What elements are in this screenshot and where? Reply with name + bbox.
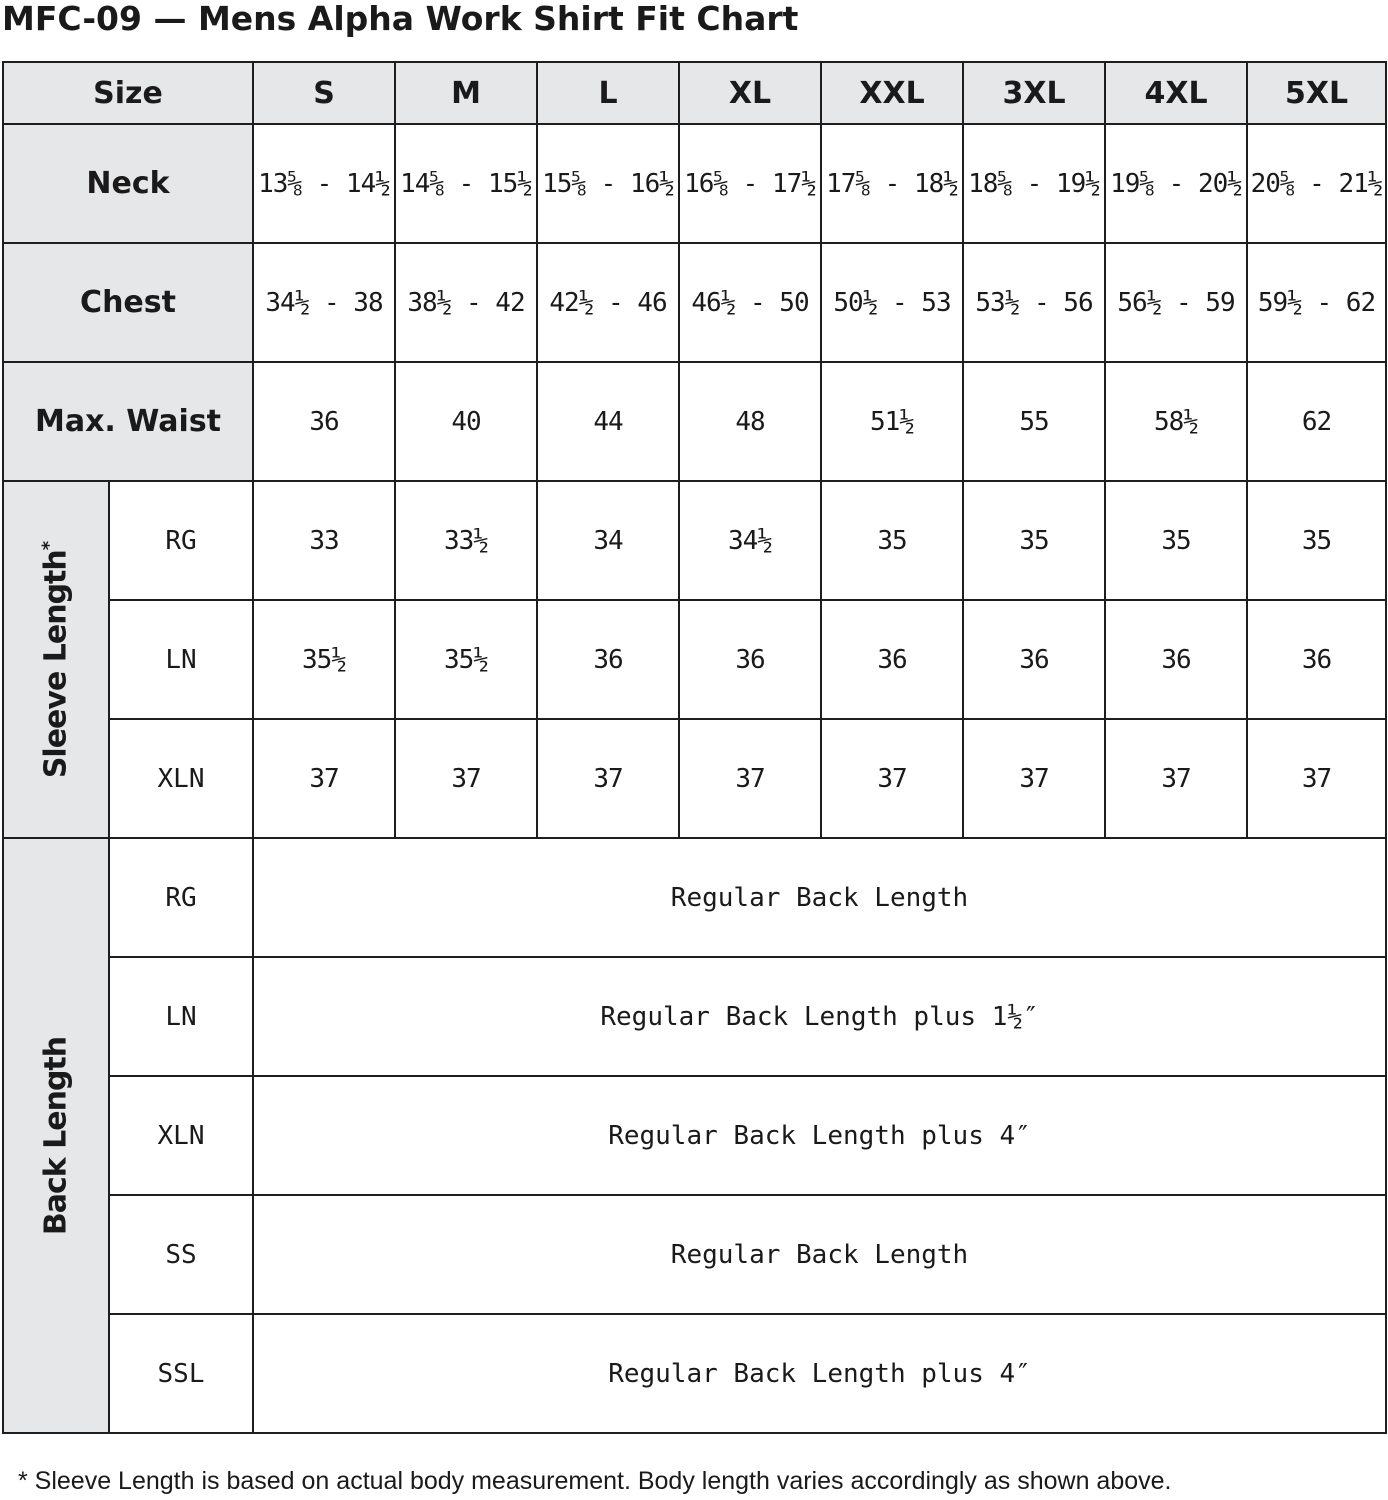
sleeve-cell: 37 (821, 719, 963, 838)
size-header-cell: 3XL (963, 62, 1105, 124)
max-waist-cell: 58½ (1105, 362, 1247, 481)
max-waist-cell: 48 (679, 362, 821, 481)
sleeve-row-rg (3, 481, 1386, 600)
row-label-max-waist: Max. Waist (3, 362, 253, 481)
chest-cell: 34½ - 38 (253, 243, 395, 362)
sleeve-cell: 33½ (395, 481, 537, 600)
chest-cell: 46½ - 50 (679, 243, 821, 362)
neck-cell: 14⅝ - 15½ (395, 124, 537, 243)
neck-cell: 18⅝ - 19½ (963, 124, 1105, 243)
neck-cell: 13⅝ - 14½ (253, 124, 395, 243)
size-header-cell: S (253, 62, 395, 124)
sleeve-cell: 37 (679, 719, 821, 838)
back-sublabel: LN (109, 957, 253, 1076)
back-length-cell: Regular Back Length (253, 1195, 1386, 1314)
size-header-cell: 4XL (1105, 62, 1247, 124)
sleeve-cell: 35 (963, 481, 1105, 600)
sleeve-cell: 35 (1105, 481, 1247, 600)
neck-row (3, 124, 1386, 243)
max-waist-cell: 51½ (821, 362, 963, 481)
footnote: * Sleeve Length is based on actual body measurement. Body length varies accordingly as shown above. (18, 1467, 1172, 1495)
neck-cell: 20⅝ - 21½ (1247, 124, 1386, 243)
neck-cell: 19⅝ - 20½ (1105, 124, 1247, 243)
sleeve-cell: 36 (679, 600, 821, 719)
back-row-ssl (3, 1314, 1386, 1433)
chest-row (3, 243, 1386, 362)
back-length-cell: Regular Back Length plus 4″ (253, 1076, 1386, 1195)
neck-cell: 16⅝ - 17½ (679, 124, 821, 243)
fit-chart-table (2, 61, 1387, 1434)
sleeve-row-ln (3, 600, 1386, 719)
max-waist-cell: 62 (1247, 362, 1386, 481)
back-length-cell: Regular Back Length plus 1½″ (253, 957, 1386, 1076)
neck-cell: 15⅝ - 16½ (537, 124, 679, 243)
sleeve-sublabel: LN (109, 600, 253, 719)
back-row-xln (3, 1076, 1386, 1195)
back-sublabel: SSL (109, 1314, 253, 1433)
chest-cell: 50½ - 53 (821, 243, 963, 362)
neck-cell: 17⅝ - 18½ (821, 124, 963, 243)
sleeve-cell: 37 (963, 719, 1105, 838)
chest-cell: 42½ - 46 (537, 243, 679, 362)
back-length-vertical-label: Back Length (38, 1036, 74, 1235)
chest-cell: 53½ - 56 (963, 243, 1105, 362)
sleeve-length-group-label (3, 481, 109, 838)
size-header-cell: XL (679, 62, 821, 124)
row-label-neck: Neck (3, 124, 253, 243)
back-row-rg (3, 838, 1386, 957)
sleeve-cell: 35 (821, 481, 963, 600)
sleeve-length-vertical-label: Sleeve Length* (38, 541, 74, 778)
back-sublabel: SS (109, 1195, 253, 1314)
sleeve-cell: 37 (537, 719, 679, 838)
sleeve-sublabel: RG (109, 481, 253, 600)
size-header-cell: M (395, 62, 537, 124)
sleeve-sublabel: XLN (109, 719, 253, 838)
sleeve-cell: 34½ (679, 481, 821, 600)
back-row-ss (3, 1195, 1386, 1314)
sleeve-cell: 37 (1247, 719, 1386, 838)
max-waist-cell: 40 (395, 362, 537, 481)
back-sublabel: XLN (109, 1076, 253, 1195)
sleeve-cell: 37 (1105, 719, 1247, 838)
back-length-group-label (3, 838, 109, 1433)
max-waist-cell: 55 (963, 362, 1105, 481)
size-header-row (3, 62, 1386, 124)
chest-cell: 59½ - 62 (1247, 243, 1386, 362)
sleeve-cell: 35 (1247, 481, 1386, 600)
back-length-cell: Regular Back Length (253, 838, 1386, 957)
sleeve-cell: 36 (963, 600, 1105, 719)
sleeve-row-xln (3, 719, 1386, 838)
sleeve-cell: 35½ (395, 600, 537, 719)
max-waist-row (3, 362, 1386, 481)
back-sublabel: RG (109, 838, 253, 957)
max-waist-cell: 44 (537, 362, 679, 481)
size-header-cell: 5XL (1247, 62, 1386, 124)
sleeve-cell: 36 (821, 600, 963, 719)
back-row-ln (3, 957, 1386, 1076)
sleeve-cell: 33 (253, 481, 395, 600)
size-header-cell: XXL (821, 62, 963, 124)
max-waist-cell: 36 (253, 362, 395, 481)
page-title: MFC-09 — Mens Alpha Work Shirt Fit Chart (2, 0, 799, 38)
sleeve-cell: 37 (395, 719, 537, 838)
back-length-cell: Regular Back Length plus 4″ (253, 1314, 1386, 1433)
chest-cell: 38½ - 42 (395, 243, 537, 362)
sleeve-cell: 36 (1247, 600, 1386, 719)
chest-cell: 56½ - 59 (1105, 243, 1247, 362)
sleeve-cell: 35½ (253, 600, 395, 719)
size-header-label: Size (3, 62, 253, 124)
sleeve-cell: 34 (537, 481, 679, 600)
sleeve-cell: 36 (1105, 600, 1247, 719)
sleeve-cell: 36 (537, 600, 679, 719)
sleeve-cell: 37 (253, 719, 395, 838)
size-header-cell: L (537, 62, 679, 124)
row-label-chest: Chest (3, 243, 253, 362)
